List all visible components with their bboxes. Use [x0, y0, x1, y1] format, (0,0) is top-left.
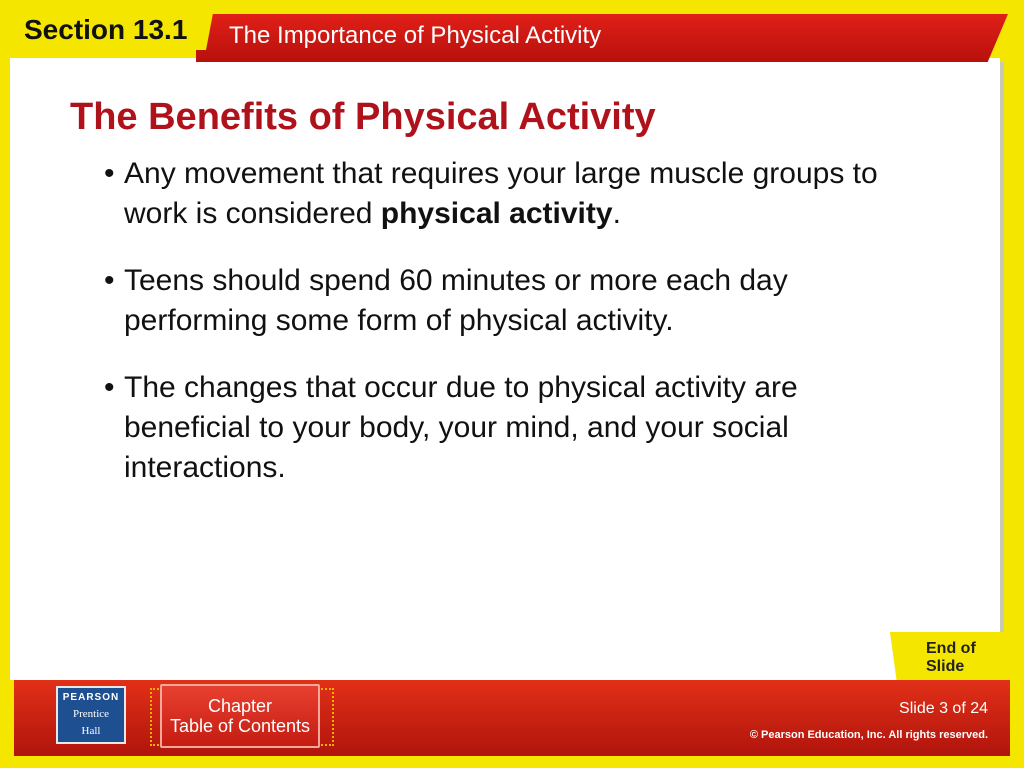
- slide-title: The Benefits of Physical Activity: [70, 96, 656, 138]
- bullet-text: Teens should spend 60 minutes or more each day performing some form of physical activity.: [124, 264, 788, 337]
- pearson-logo[interactable]: [56, 686, 126, 744]
- bullet-item: [98, 154, 928, 234]
- bullet-text: The changes that occur due to physical activity are beneficial to your body, your mind, and your social interactions.: [124, 371, 798, 484]
- logo-line2: Hall: [81, 725, 101, 737]
- slide-counter: Slide 3 of 24: [899, 700, 988, 717]
- section-label: Section 13.1: [24, 14, 188, 45]
- copyright-notice: © Pearson Education, Inc. All rights reserved.: [749, 729, 988, 741]
- end-of-slide-line2: Slide: [926, 658, 965, 675]
- end-of-slide-line1: End of: [926, 640, 976, 657]
- bullet-text: Any movement that requires your large muscle groups to work is considered: [124, 157, 878, 230]
- bullet-list: [98, 154, 928, 515]
- end-of-slide-label: [926, 640, 976, 676]
- bullet-term: physical activity: [380, 197, 613, 230]
- logo-brand: PEARSON: [62, 692, 120, 703]
- toc-label-line1: Chapter: [207, 696, 273, 716]
- chapter-toc-button[interactable]: [160, 684, 320, 748]
- bullet-item: [98, 368, 928, 488]
- logo-line1: Prentice: [72, 708, 110, 720]
- toc-label-line2: Table of Contents: [169, 716, 311, 736]
- bullet-item: [98, 261, 928, 341]
- bullet-text-end: .: [612, 197, 621, 230]
- section-title: The Importance of Physical Activity: [229, 22, 602, 49]
